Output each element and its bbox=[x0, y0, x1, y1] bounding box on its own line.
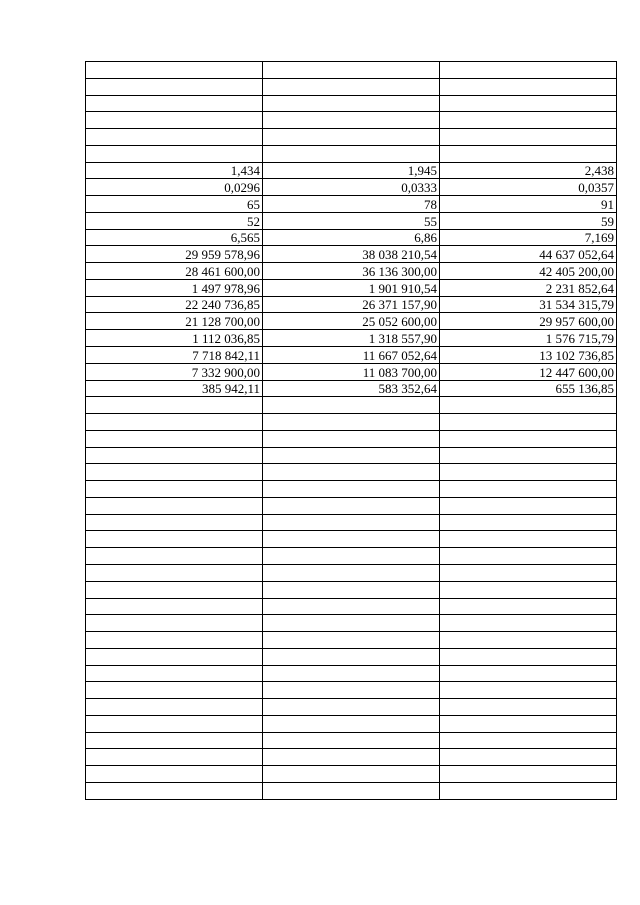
empty-table-cell bbox=[86, 514, 263, 531]
empty-table-cell bbox=[263, 497, 440, 514]
table-row bbox=[86, 179, 617, 196]
empty-table-row bbox=[86, 665, 617, 682]
empty-table-cell bbox=[263, 129, 440, 146]
table-cell: 583 352,64 bbox=[263, 380, 440, 397]
table-cell: 1,434 bbox=[86, 162, 263, 179]
table-cell: 7,169 bbox=[440, 229, 617, 246]
empty-table-cell bbox=[263, 145, 440, 162]
table-cell: 29 957 600,00 bbox=[440, 313, 617, 330]
empty-table-row bbox=[86, 481, 617, 498]
empty-table-cell bbox=[263, 766, 440, 783]
empty-table-cell bbox=[86, 397, 263, 414]
empty-table-cell bbox=[86, 648, 263, 665]
empty-table-row bbox=[86, 447, 617, 464]
table-cell: 1 112 036,85 bbox=[86, 330, 263, 347]
table-cell: 44 637 052,64 bbox=[440, 246, 617, 263]
empty-table-row bbox=[86, 531, 617, 548]
empty-table-cell bbox=[86, 682, 263, 699]
empty-table-cell bbox=[440, 699, 617, 716]
empty-table-cell bbox=[440, 514, 617, 531]
table-cell: 29 959 578,96 bbox=[86, 246, 263, 263]
empty-table-cell bbox=[263, 749, 440, 766]
empty-table-row bbox=[86, 749, 617, 766]
empty-table-cell bbox=[440, 564, 617, 581]
table-row bbox=[86, 347, 617, 364]
empty-table-row bbox=[86, 564, 617, 581]
empty-table-cell bbox=[440, 414, 617, 431]
empty-table-cell bbox=[263, 95, 440, 112]
table-cell: 38 038 210,54 bbox=[263, 246, 440, 263]
empty-table-cell bbox=[263, 564, 440, 581]
empty-table-cell bbox=[86, 715, 263, 732]
table-cell: 26 371 157,90 bbox=[263, 296, 440, 313]
table-row bbox=[86, 279, 617, 296]
empty-table-cell bbox=[440, 531, 617, 548]
table-cell: 6,565 bbox=[86, 229, 263, 246]
empty-table-cell bbox=[440, 749, 617, 766]
empty-table-cell bbox=[263, 715, 440, 732]
table-cell: 31 534 315,79 bbox=[440, 296, 617, 313]
empty-table-cell bbox=[440, 497, 617, 514]
empty-table-cell bbox=[440, 665, 617, 682]
table-cell: 91 bbox=[440, 196, 617, 213]
empty-table-cell bbox=[263, 112, 440, 129]
empty-table-row bbox=[86, 129, 617, 146]
table-cell: 1 497 978,96 bbox=[86, 279, 263, 296]
empty-table-cell bbox=[86, 581, 263, 598]
table-cell: 42 405 200,00 bbox=[440, 263, 617, 280]
table-cell: 0,0296 bbox=[86, 179, 263, 196]
empty-table-cell bbox=[440, 129, 617, 146]
table-row bbox=[86, 196, 617, 213]
data-table-body bbox=[86, 62, 617, 800]
empty-table-cell bbox=[263, 481, 440, 498]
table-cell: 2 231 852,64 bbox=[440, 279, 617, 296]
empty-table-cell bbox=[440, 766, 617, 783]
empty-table-cell bbox=[86, 531, 263, 548]
empty-table-cell bbox=[263, 548, 440, 565]
table-cell: 1 901 910,54 bbox=[263, 279, 440, 296]
table-row bbox=[86, 296, 617, 313]
table-cell: 1,945 bbox=[263, 162, 440, 179]
empty-table-cell bbox=[86, 548, 263, 565]
empty-table-cell bbox=[86, 464, 263, 481]
empty-table-row bbox=[86, 62, 617, 79]
empty-table-cell bbox=[86, 732, 263, 749]
empty-table-cell bbox=[86, 615, 263, 632]
empty-table-cell bbox=[440, 648, 617, 665]
empty-table-cell bbox=[263, 632, 440, 649]
table-cell: 7 332 900,00 bbox=[86, 363, 263, 380]
empty-table-cell bbox=[263, 682, 440, 699]
empty-table-row bbox=[86, 112, 617, 129]
empty-table-cell bbox=[440, 598, 617, 615]
empty-table-cell bbox=[440, 732, 617, 749]
empty-table-cell bbox=[440, 145, 617, 162]
empty-table-cell bbox=[86, 632, 263, 649]
empty-table-cell bbox=[440, 397, 617, 414]
empty-table-cell bbox=[440, 481, 617, 498]
empty-table-cell bbox=[263, 732, 440, 749]
table-cell: 59 bbox=[440, 212, 617, 229]
empty-table-cell bbox=[86, 749, 263, 766]
empty-table-cell bbox=[86, 598, 263, 615]
empty-table-row bbox=[86, 497, 617, 514]
table-cell: 11 667 052,64 bbox=[263, 347, 440, 364]
empty-table-cell bbox=[263, 581, 440, 598]
empty-table-cell bbox=[263, 464, 440, 481]
empty-table-cell bbox=[440, 95, 617, 112]
table-cell: 0,0333 bbox=[263, 179, 440, 196]
empty-table-row bbox=[86, 78, 617, 95]
empty-table-row bbox=[86, 397, 617, 414]
empty-table-cell bbox=[263, 397, 440, 414]
empty-table-cell bbox=[440, 682, 617, 699]
table-row bbox=[86, 263, 617, 280]
table-row bbox=[86, 229, 617, 246]
empty-table-cell bbox=[440, 632, 617, 649]
table-cell: 6,86 bbox=[263, 229, 440, 246]
table-cell: 65 bbox=[86, 196, 263, 213]
empty-table-row bbox=[86, 648, 617, 665]
empty-table-cell bbox=[440, 62, 617, 79]
table-cell: 25 052 600,00 bbox=[263, 313, 440, 330]
table-cell: 52 bbox=[86, 212, 263, 229]
empty-table-cell bbox=[440, 430, 617, 447]
empty-table-cell bbox=[440, 615, 617, 632]
empty-table-cell bbox=[86, 112, 263, 129]
empty-table-row bbox=[86, 414, 617, 431]
empty-table-cell bbox=[263, 62, 440, 79]
empty-table-cell bbox=[86, 481, 263, 498]
empty-table-cell bbox=[86, 665, 263, 682]
empty-table-cell bbox=[263, 598, 440, 615]
table-cell: 78 bbox=[263, 196, 440, 213]
empty-table-cell bbox=[86, 699, 263, 716]
table-cell: 36 136 300,00 bbox=[263, 263, 440, 280]
empty-table-cell bbox=[263, 514, 440, 531]
table-cell: 12 447 600,00 bbox=[440, 363, 617, 380]
empty-table-cell bbox=[440, 782, 617, 799]
empty-table-cell bbox=[440, 715, 617, 732]
table-row bbox=[86, 246, 617, 263]
empty-table-cell bbox=[86, 564, 263, 581]
table-row bbox=[86, 313, 617, 330]
empty-table-cell bbox=[440, 447, 617, 464]
empty-table-cell bbox=[263, 699, 440, 716]
empty-table-cell bbox=[263, 430, 440, 447]
empty-table-cell bbox=[86, 78, 263, 95]
empty-table-row bbox=[86, 715, 617, 732]
empty-table-cell bbox=[440, 78, 617, 95]
empty-table-row bbox=[86, 732, 617, 749]
table-cell: 11 083 700,00 bbox=[263, 363, 440, 380]
table-cell: 21 128 700,00 bbox=[86, 313, 263, 330]
table-cell: 655 136,85 bbox=[440, 380, 617, 397]
empty-table-cell bbox=[263, 531, 440, 548]
table-cell: 28 461 600,00 bbox=[86, 263, 263, 280]
data-table bbox=[85, 61, 617, 800]
empty-table-cell bbox=[263, 447, 440, 464]
empty-table-cell bbox=[86, 145, 263, 162]
table-row bbox=[86, 162, 617, 179]
table-cell: 1 576 715,79 bbox=[440, 330, 617, 347]
empty-table-row bbox=[86, 699, 617, 716]
empty-table-cell bbox=[440, 581, 617, 598]
empty-table-row bbox=[86, 548, 617, 565]
table-cell: 0,0357 bbox=[440, 179, 617, 196]
empty-table-cell bbox=[440, 548, 617, 565]
empty-table-cell bbox=[263, 78, 440, 95]
table-cell: 22 240 736,85 bbox=[86, 296, 263, 313]
empty-table-cell bbox=[86, 766, 263, 783]
table-cell: 1 318 557,90 bbox=[263, 330, 440, 347]
empty-table-cell bbox=[263, 665, 440, 682]
empty-table-cell bbox=[440, 112, 617, 129]
empty-table-row bbox=[86, 682, 617, 699]
empty-table-row bbox=[86, 145, 617, 162]
empty-table-cell bbox=[86, 95, 263, 112]
empty-table-cell bbox=[86, 447, 263, 464]
empty-table-row bbox=[86, 95, 617, 112]
empty-table-cell bbox=[86, 430, 263, 447]
empty-table-row bbox=[86, 632, 617, 649]
table-row bbox=[86, 363, 617, 380]
table-cell: 55 bbox=[263, 212, 440, 229]
empty-table-cell bbox=[440, 464, 617, 481]
table-cell: 385 942,11 bbox=[86, 380, 263, 397]
empty-table-cell bbox=[86, 62, 263, 79]
empty-table-cell bbox=[86, 414, 263, 431]
empty-table-cell bbox=[86, 782, 263, 799]
empty-table-row bbox=[86, 514, 617, 531]
empty-table-cell bbox=[263, 414, 440, 431]
empty-table-row bbox=[86, 464, 617, 481]
empty-table-row bbox=[86, 615, 617, 632]
empty-table-cell bbox=[86, 129, 263, 146]
table-row bbox=[86, 212, 617, 229]
empty-table-cell bbox=[263, 615, 440, 632]
empty-table-cell bbox=[263, 648, 440, 665]
empty-table-cell bbox=[86, 497, 263, 514]
empty-table-cell bbox=[263, 782, 440, 799]
table-row bbox=[86, 330, 617, 347]
table-cell: 13 102 736,85 bbox=[440, 347, 617, 364]
empty-table-row bbox=[86, 598, 617, 615]
table-row bbox=[86, 380, 617, 397]
empty-table-row bbox=[86, 782, 617, 799]
table-cell: 2,438 bbox=[440, 162, 617, 179]
empty-table-row bbox=[86, 581, 617, 598]
table-cell: 7 718 842,11 bbox=[86, 347, 263, 364]
empty-table-row bbox=[86, 430, 617, 447]
empty-table-row bbox=[86, 766, 617, 783]
